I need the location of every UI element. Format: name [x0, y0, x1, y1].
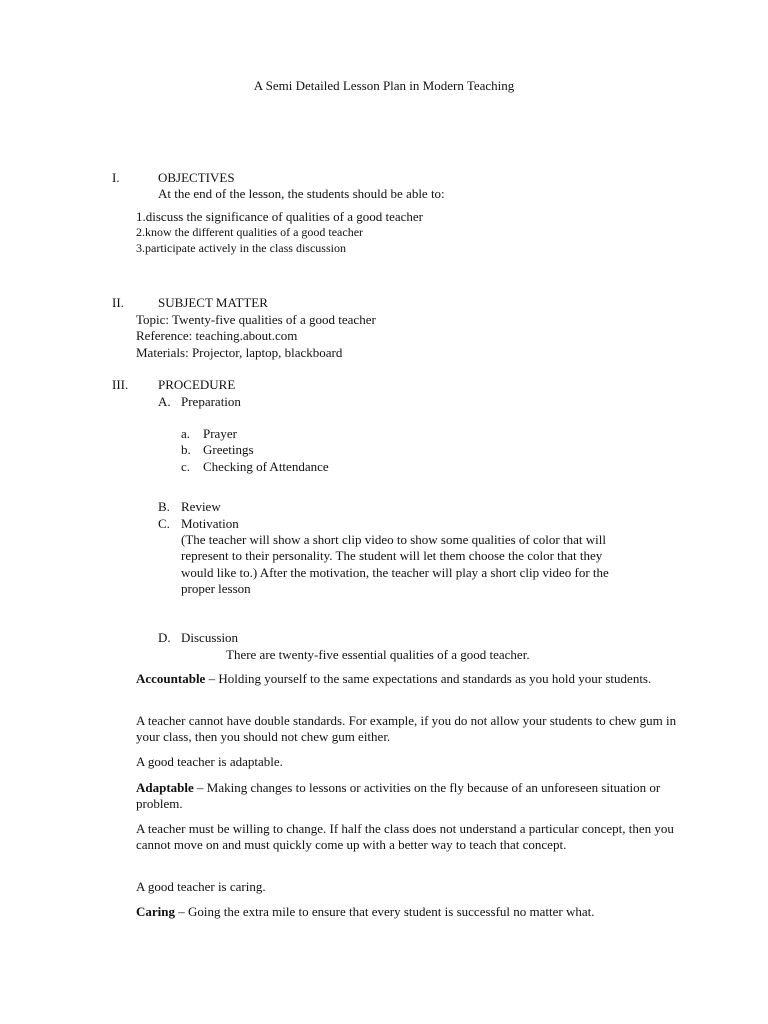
review-marker: B.: [158, 499, 170, 514]
motivation-label: Motivation: [181, 516, 239, 531]
subject-topic: Topic: Twenty-five qualities of a good teacher: [136, 312, 376, 327]
quality-example: A teacher must be willing to change. If half the class does not understand a particular concept, then you cannot move on and must quickly come up with a better way to teach that concept.: [136, 821, 674, 852]
preparation-label: Preparation: [181, 394, 241, 409]
quality-intro: A good teacher is adaptable.: [136, 754, 283, 769]
objective-item: 3.participate actively in the class discussion: [136, 241, 346, 255]
quality-caring: [136, 904, 684, 920]
procedure-heading: PROCEDURE: [158, 377, 236, 392]
objectives-heading: OBJECTIVES: [158, 170, 235, 185]
preparation-item-marker: c.: [181, 459, 191, 474]
discussion-label: Discussion: [181, 630, 239, 645]
quality-term: Caring: [136, 904, 175, 919]
motivation-text-line: (The teacher will show a short clip video to show some qualities of color that will: [181, 532, 606, 547]
quality-example: A teacher cannot have double standards. For example, if you do not allow your students to chew gum in your class, then you should not chew gum either.: [136, 713, 677, 744]
preparation-item-label: Checking of Attendance: [203, 459, 329, 474]
motivation-text-line: proper lesson: [181, 581, 251, 596]
discussion-intro: There are twenty-five essential qualities of a good teacher.: [226, 647, 530, 662]
quality-adaptable: [136, 780, 684, 812]
objectives-numeral: I.: [112, 170, 120, 185]
motivation-marker: C.: [158, 516, 170, 531]
objectives-intro: At the end of the lesson, the students should be able to:: [158, 186, 445, 201]
quality-accountable: [136, 671, 684, 687]
subject-matter-heading: SUBJECT MATTER: [158, 295, 268, 310]
procedure-numeral: III.: [112, 377, 129, 392]
motivation-text-line: represent to their personality. The student will let them choose the color that they: [181, 548, 603, 563]
quality-definition: – Making changes to lessons or activities on the fly because of an unforeseen situation or problem.: [136, 780, 661, 811]
objective-item: 1.discuss the significance of qualities of a good teacher: [136, 209, 423, 224]
subject-matter-numeral: II.: [112, 295, 124, 310]
motivation-text-line: would like to.) After the motivation, the teacher will play a short clip video for the: [181, 565, 609, 580]
subject-reference: Reference: teaching.about.com: [136, 328, 298, 343]
subject-materials: Materials: Projector, laptop, blackboard: [136, 345, 343, 360]
discussion-marker: D.: [158, 630, 171, 645]
quality-term: Accountable: [136, 671, 206, 686]
quality-intro: A good teacher is caring.: [136, 879, 266, 894]
objective-item: 2.know the different qualities of a good teacher: [136, 225, 364, 239]
document-title: A Semi Detailed Lesson Plan in Modern Teaching: [253, 78, 515, 93]
preparation-item-marker: b.: [181, 442, 191, 457]
preparation-item-marker: a.: [181, 426, 191, 441]
quality-definition: – Going the extra mile to ensure that every student is successful no matter what.: [175, 904, 595, 919]
quality-term: Adaptable: [136, 780, 194, 795]
preparation-item-label: Greetings: [203, 442, 254, 457]
review-label: Review: [181, 499, 221, 514]
quality-definition: – Holding yourself to the same expectations and standards as you hold your students.: [205, 671, 652, 686]
preparation-marker: A.: [158, 394, 171, 409]
preparation-item-label: Prayer: [203, 426, 237, 441]
